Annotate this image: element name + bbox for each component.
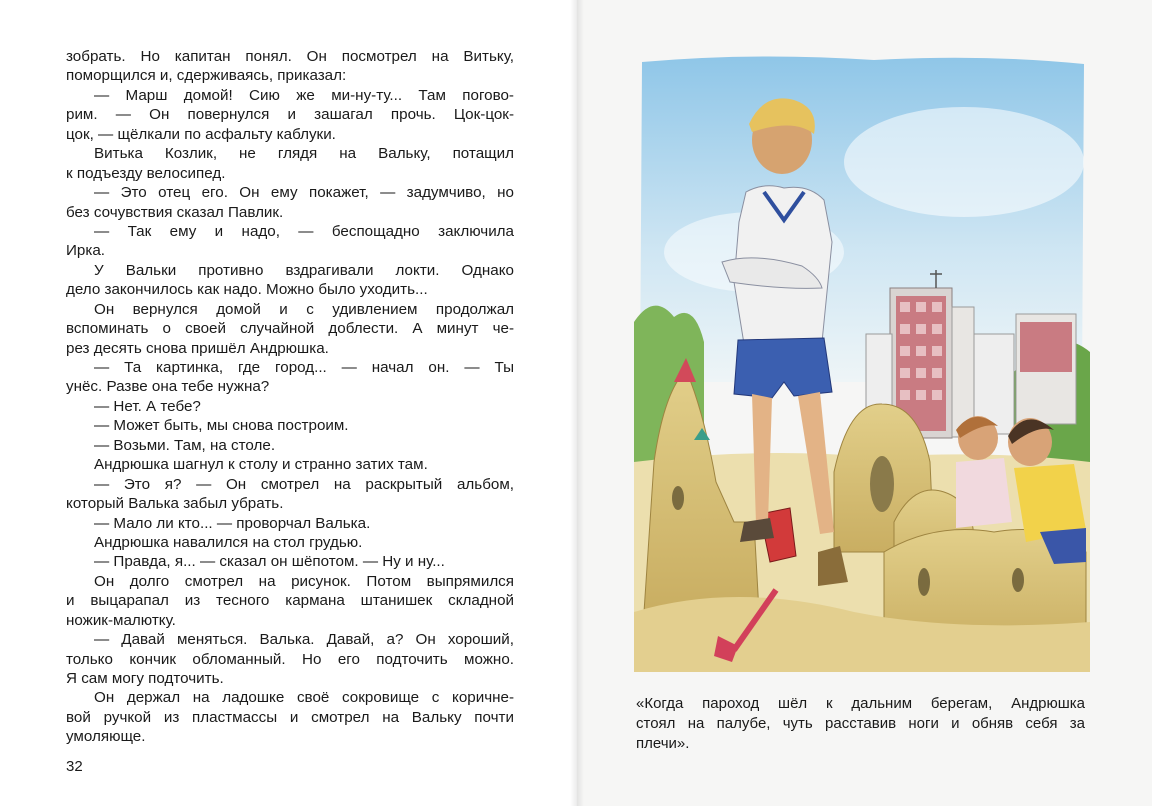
text-line: без сочувствия сказал Павлик.: [66, 203, 284, 221]
book-gutter: [570, 0, 584, 806]
text-line: — Мало ли кто... — проворчал Валька.: [94, 514, 371, 532]
text-line: который Валька забыл убрать.: [66, 495, 284, 513]
text-line: зобрать. Но капитан понял. Он посмотрел на Витьку,: [66, 48, 514, 65]
caption-line: «Когда пароход шёл к дальним берегам, Андрюшка: [636, 695, 1085, 712]
text-line: дело закончилось как надо. Можно было уходить...: [66, 281, 428, 299]
text-line: — Так ему и надо, — беспощадно заключила: [94, 222, 514, 240]
text-line: — Марш домой! Сию же ми-ну-ту... Там погово-: [94, 86, 514, 104]
page-number: 32: [66, 758, 83, 775]
caption-line: плечи».: [636, 735, 690, 752]
text-line: — Та картинка, где город... — начал он. — Ты: [94, 359, 514, 376]
text-line: ножик-малютку.: [66, 611, 176, 629]
text-line: унёс. Разве она тебе нужна?: [66, 378, 270, 396]
text-line: — Нет. А тебе?: [94, 397, 201, 415]
text-line: Ирка.: [66, 242, 106, 260]
text-line: рез десять снова пришёл Андрюшка.: [66, 339, 329, 357]
body-text: [66, 47, 514, 747]
text-line: только кончик обломанный. Но его подточить можно.: [66, 650, 514, 668]
illustration-boy-sandcastle: [634, 52, 1090, 672]
text-line: и выцарапал из тесного кармана штанишек складной: [66, 592, 514, 610]
text-line: Он вернулся домой и с удивлением продолжал: [94, 300, 514, 318]
text-line: вспоминать о своей случайной доблести. А минут че-: [66, 320, 514, 338]
text-line: — Это отец его. Он ему покажет, — задумчиво, но: [94, 184, 514, 202]
text-line: цок, — щёлкали по асфальту каблуки.: [66, 125, 336, 143]
text-line: умоляюще.: [66, 728, 146, 746]
text-line: Витька Козлик, не глядя на Вальку, потащил: [94, 145, 514, 163]
text-line: — Правда, я... — сказал он шёпотом. — Ну и ну...: [94, 553, 445, 571]
text-line: Андрюшка шагнул к столу и странно затих там.: [94, 456, 428, 474]
text-line: к подъезду велосипед.: [66, 164, 226, 182]
text-line: Андрюшка навалился на стол грудью.: [94, 533, 363, 551]
text-line: У Вальки противно вздрагивали локти. Однако: [94, 261, 514, 279]
caption-line: стоял на палубе, чуть расставив ноги и обняв себя за: [636, 715, 1085, 732]
text-line: вой ручкой из пластмассы и смотрел на Вальку почти: [66, 708, 514, 726]
text-line: Он держал на ладошке своё сокровище с коричне-: [94, 689, 514, 707]
text-line: рим. — Он повернулся и зашагал прочь. Цок-цок-: [66, 106, 514, 124]
text-line: Я сам могу подточить.: [66, 670, 224, 687]
text-line: — Возьми. Там, на столе.: [94, 436, 276, 454]
text-line: Он долго смотрел на рисунок. Потом выпрямился: [94, 572, 514, 590]
text-line: — Это я? — Он смотрел на раскрытый альбом,: [94, 475, 514, 493]
text-line: — Давай меняться. Валька. Давай, а? Он хороший,: [94, 631, 514, 649]
text-line: поморщился и, сдерживаясь, приказал:: [66, 67, 347, 85]
text-line: — Может быть, мы снова построим.: [94, 417, 349, 435]
illustration-caption: [636, 694, 1085, 754]
